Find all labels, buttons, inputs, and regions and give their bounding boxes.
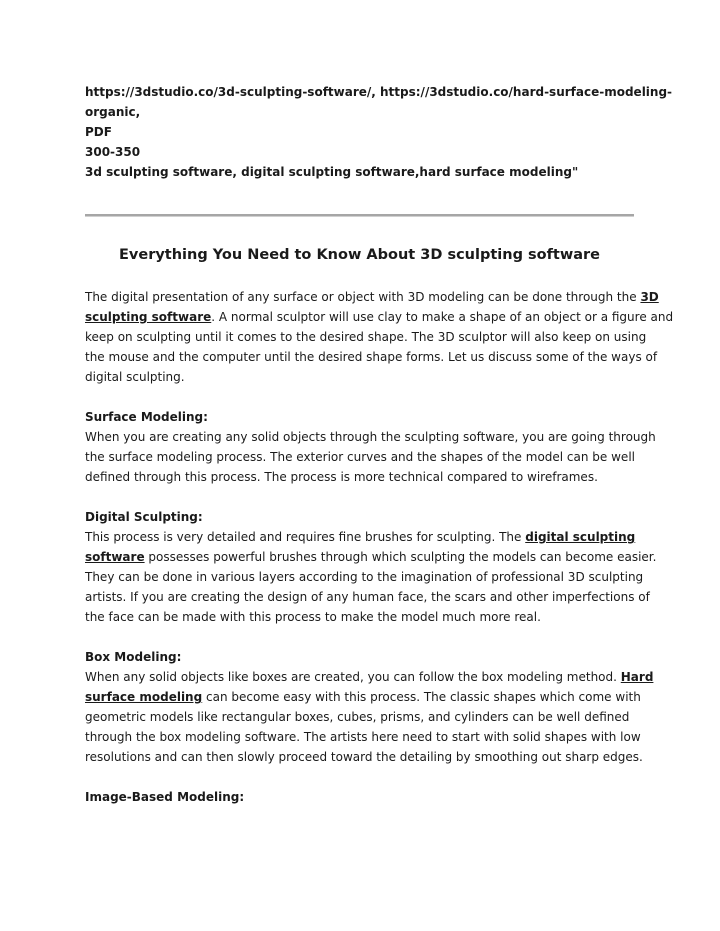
keywords-line: 3d sculpting software, digital sculpting software,hard surface modeling" <box>85 165 579 179</box>
format-line: PDF <box>85 125 112 139</box>
article-body <box>85 287 674 807</box>
surface-line-3: defined through this process. The process is more technical compared to wireframes. <box>85 470 598 484</box>
paragraph-gap <box>85 627 645 647</box>
paragraph-gap <box>85 487 645 507</box>
digital-sculpting-software-link-continued[interactable]: software <box>85 550 145 564</box>
box-line-5: resolutions and can then slowly proceed toward the detailing by smoothing out sharp edges. <box>85 750 643 764</box>
box-line-4: through the box modeling software. The artists here need to start with solid shapes with low <box>85 730 641 744</box>
intro-text: . A normal sculptor will use clay to make a shape of an object or a figure and <box>211 310 674 324</box>
surface-line-1: When you are creating any solid objects through the sculpting software, you are going through <box>85 430 656 444</box>
intro-line-2 <box>85 307 674 327</box>
intro-line-5: digital sculpting. <box>85 370 185 384</box>
paragraph-gap <box>85 387 645 407</box>
section-heading-digital-sculpting: Digital Sculpting: <box>85 510 203 524</box>
intro-text: The digital presentation of any surface or object with 3D modeling can be done through the <box>85 290 641 304</box>
3d-sculpting-software-link[interactable]: 3D <box>640 290 659 304</box>
paragraph-gap <box>85 767 645 787</box>
intro-line-1 <box>85 287 659 307</box>
box-text: When any solid objects like boxes are created, you can follow the box modeling method. <box>85 670 621 684</box>
box-line-1 <box>85 667 654 687</box>
intro-line-3: keep on sculpting until it comes to the desired shape. The 3D sculptor will also keep on using <box>85 330 647 344</box>
surface-line-2: the surface modeling process. The exterior curves and the shapes of the model can be well <box>85 450 635 464</box>
intro-line-4: the mouse and the computer until the desired shape forms. Let us discuss some of the ways of <box>85 350 658 364</box>
box-line-2 <box>85 687 645 707</box>
section-heading-box-modeling: Box Modeling: <box>85 650 182 664</box>
word-count-line: 300-350 <box>85 145 141 159</box>
hard-surface-modeling-link[interactable]: Hard <box>620 670 654 684</box>
digital-text: possesses powerful brushes through which sculpting the models can become easier. <box>144 550 657 564</box>
metadata-block <box>85 82 673 182</box>
digital-line-1 <box>85 527 645 547</box>
horizontal-divider <box>85 214 634 217</box>
source-urls-line: https://3dstudio.co/3d-sculpting-software/, https://3dstudio.co/hard-surface-modeling- <box>85 85 673 99</box>
box-line-3: geometric models like rectangular boxes, cubes, prisms, and cylinders can be well defined <box>85 710 630 724</box>
hard-surface-modeling-link-continued[interactable]: surface modeling <box>85 690 203 704</box>
digital-line-5: the face can be made with this process to make the model much more real. <box>85 610 541 624</box>
box-text: can become easy with this process. The classic shapes which come with <box>202 690 641 704</box>
3d-sculpting-software-link-continued[interactable]: sculpting software <box>85 310 212 324</box>
source-urls-line-continued: organic, <box>85 105 141 119</box>
section-heading-image-based-modeling: Image-Based Modeling: <box>85 790 245 804</box>
digital-sculpting-software-link[interactable]: digital sculpting <box>525 530 636 544</box>
digital-text: This process is very detailed and requires fine brushes for sculpting. The <box>85 530 526 544</box>
section-heading-surface-modeling: Surface Modeling: <box>85 410 208 424</box>
article-title: Everything You Need to Know About 3D sculpting software <box>119 247 600 263</box>
digital-line-4: artists. If you are creating the design of any human face, the scars and other imperfections of <box>85 590 650 604</box>
digital-line-3: They can be done in various layers according to the imagination of professional 3D sculpting <box>85 570 644 584</box>
digital-line-2 <box>85 547 657 567</box>
